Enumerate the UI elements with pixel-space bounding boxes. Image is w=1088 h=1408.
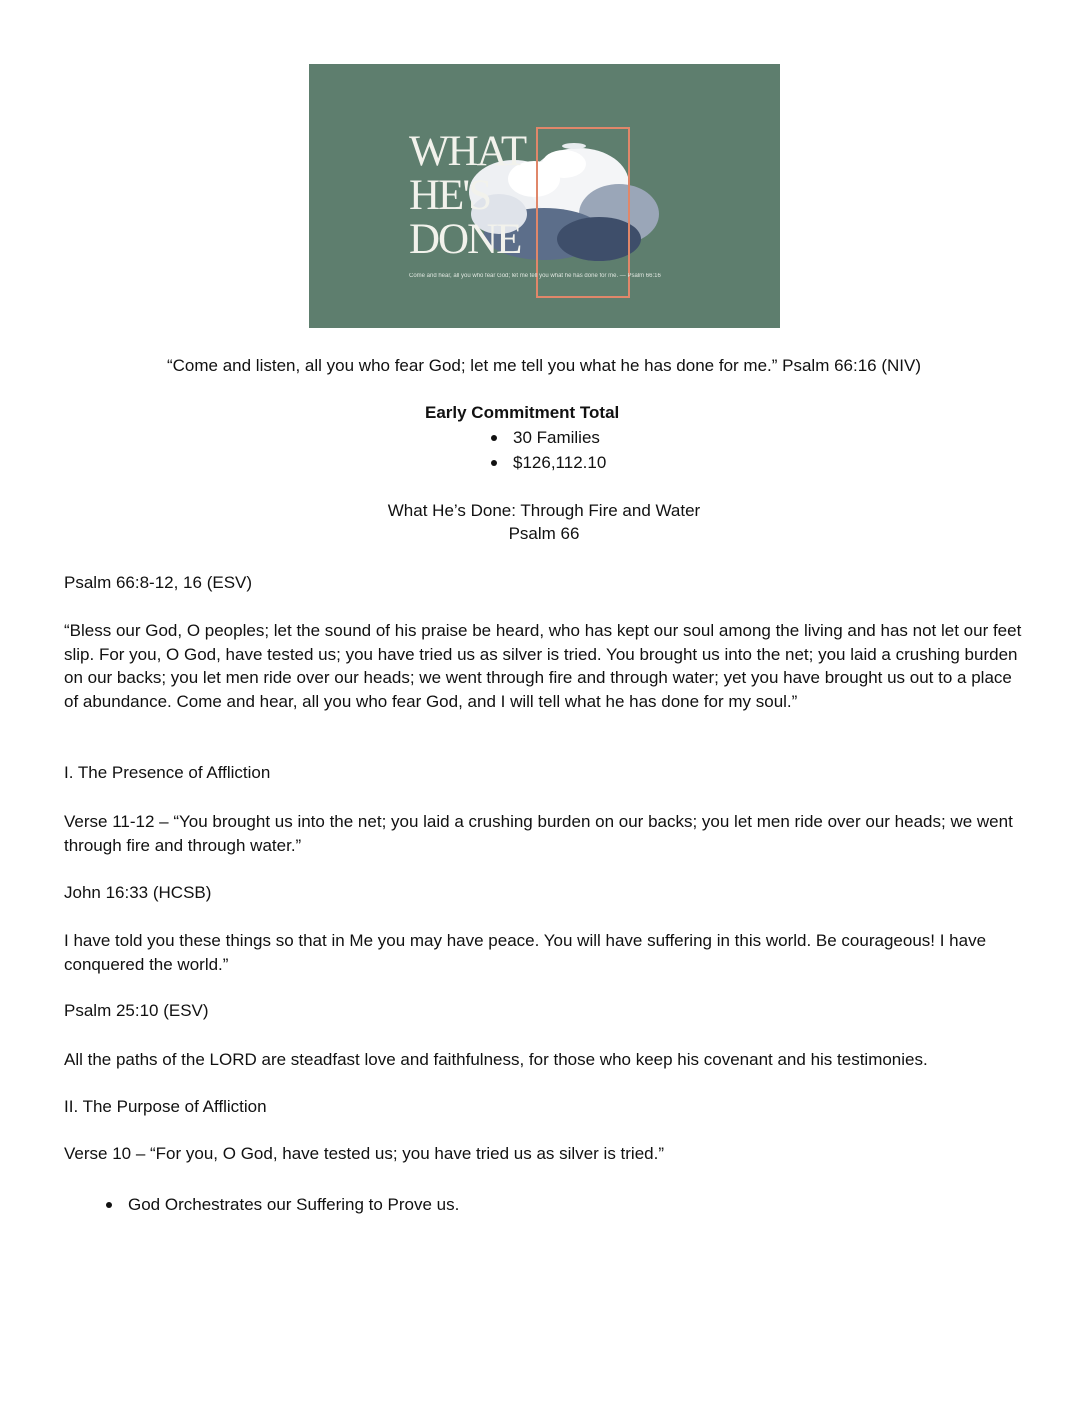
point1-reference-1: John 16:33 (HCSB) — [64, 883, 212, 902]
point1-verse: Verse 11-12 – “You brought us into the net; you laid a crushing burden on our backs; you let men ride over our heads; we went through fire and through water.” — [64, 812, 1013, 855]
list-item: $126,112.10 — [489, 450, 606, 475]
point1-heading: I. The Presence of Affliction — [64, 763, 271, 782]
epigraph: “Come and listen, all you who fear God; let me tell you what he has done for me.” Psalm 66:16 (NIV) — [166, 356, 922, 375]
point2-verse: Verse 10 – “For you, O God, have tested us; you have tried us as silver is tried.” — [64, 1144, 665, 1163]
banner-title: WHAT HE'S DONE — [409, 128, 526, 263]
commitment-heading: Early Commitment Total — [425, 403, 620, 422]
list-item: 30 Families — [489, 425, 606, 450]
sermon-banner — [309, 64, 780, 328]
list-item: God Orchestrates our Suffering to Prove us. — [104, 1192, 459, 1217]
point2-heading: II. The Purpose of Affliction — [64, 1097, 267, 1116]
sermon-title: What He’s Done: Through Fire and Water — [387, 501, 701, 520]
banner-caption: Come and hear, all you who fear God; let me tell you what he has done for me. — Psalm 66:16 — [409, 273, 661, 279]
point1-text-1: I have told you these things so that in Me you may have peace. You will have suffering in this world. Be courageous! I have conquered the world.” — [64, 931, 987, 974]
reading-reference: Psalm 66:8-12, 16 (ESV) — [64, 573, 253, 592]
sermon-subtitle: Psalm 66 — [508, 524, 580, 543]
commitment-list — [489, 425, 606, 475]
point2-bullets — [104, 1192, 459, 1217]
point1-reference-2: Psalm 25:10 (ESV) — [64, 1001, 209, 1020]
reading-text: “Bless our God, O peoples; let the sound of his praise be heard, who has kept our soul among the living and has not let our feet slip. For you, O God, have tested us; you have tried us as silver is tried. You brought us into the net; you laid a crushing burden on our backs; you let men ride over our heads; we went through fire and through water; yet you have brought us out to a place of abundance. Come and hear, all you who fear God, and I will tell what he has done for my soul.” — [64, 621, 1022, 711]
point1-text-2: All the paths of the LORD are steadfast love and faithfulness, for those who keep his covenant and his testimonies. — [64, 1050, 928, 1069]
